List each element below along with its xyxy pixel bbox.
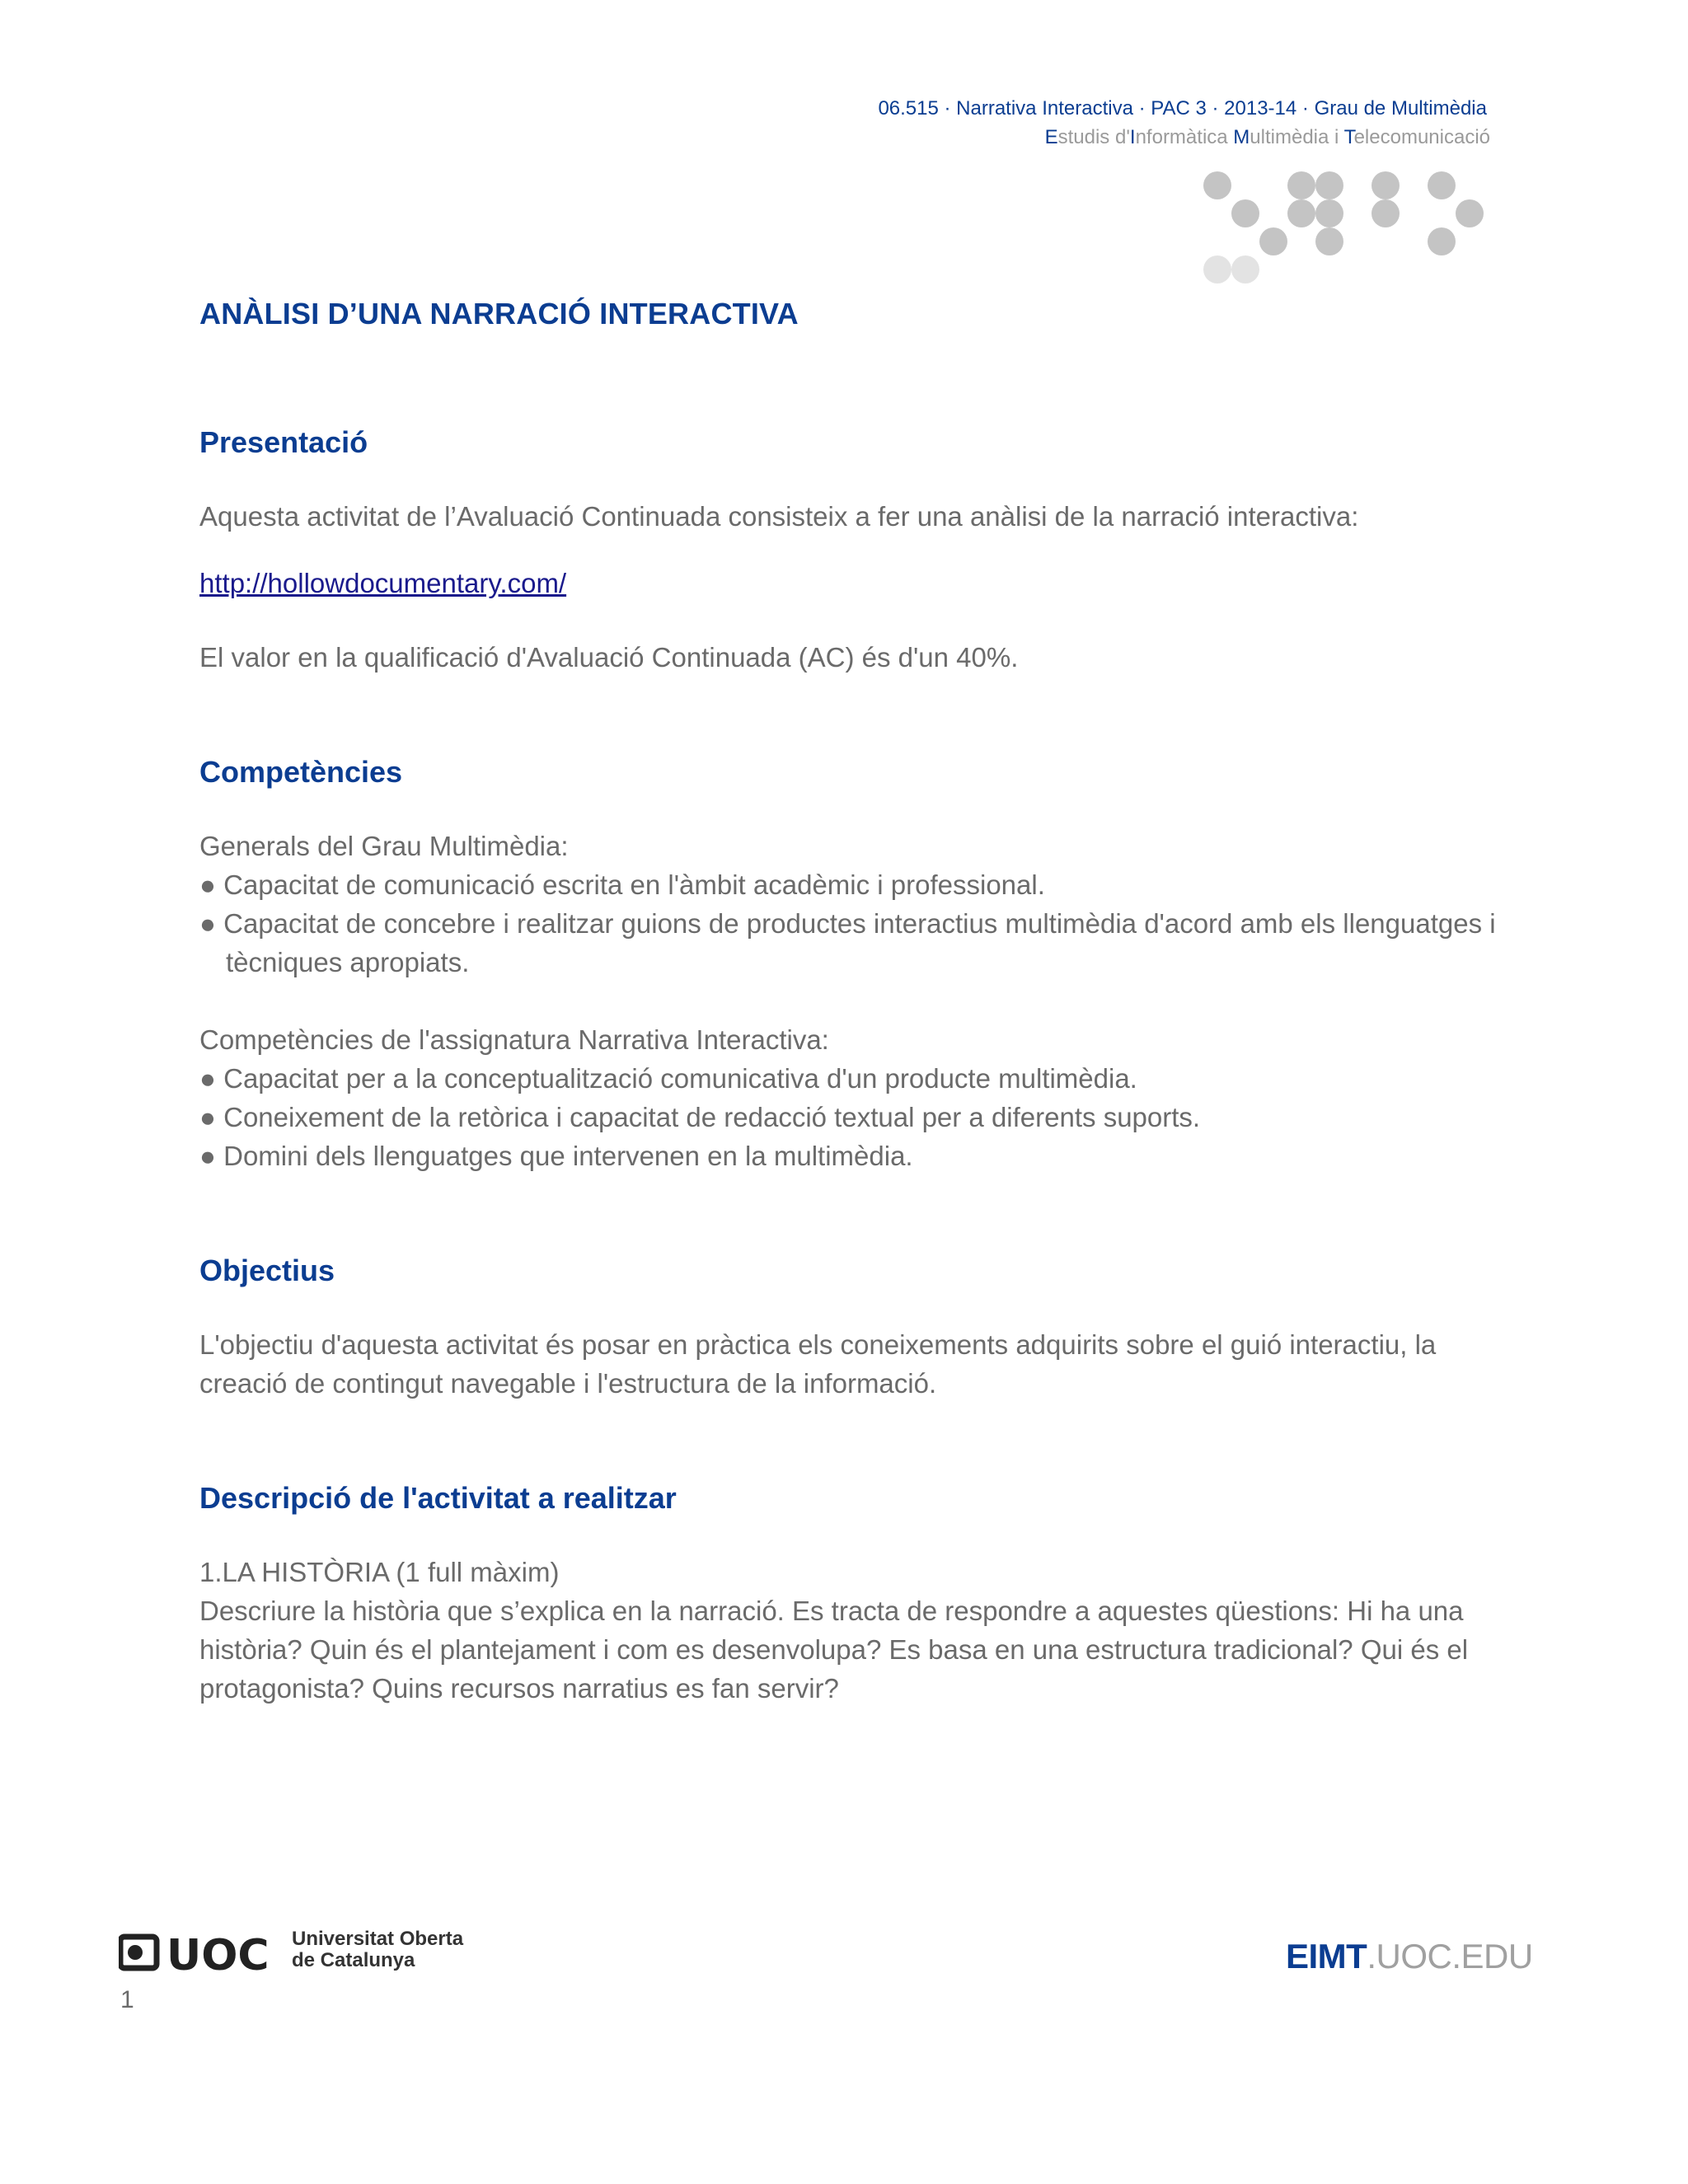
university-name: Universitat Oberta de Catalunya — [292, 1928, 464, 1971]
decor-dot — [1231, 199, 1259, 227]
descripcio-item-text: Descriure la història que s’explica en la narració. Es tracta de respondre a aquestes qüestions: Hi ha una història? Quin és el plantejament i com es desenvolupa? Es basa en una estructura tradicional? Qui és el protagonista? Quins recursos narratius es fan servir? — [199, 1596, 1469, 1704]
list-item: ● Domini dels llenguatges que intervenen en la multimèdia. — [199, 1137, 1518, 1175]
decor-dot — [1372, 171, 1400, 199]
decor-dot — [1315, 199, 1343, 227]
decor-dot — [1428, 171, 1456, 199]
decor-dot — [1259, 227, 1287, 255]
subject-competencies-list — [199, 1059, 1518, 1175]
list-item: ● Capacitat de concebre i realitzar guions de productes interactius multimèdia d'acord amb els llenguatges i tècniques apropiats. — [199, 904, 1518, 982]
competencies-general-label: Generals del Grau Multimèdia: — [199, 831, 569, 861]
decor-dot — [1231, 255, 1259, 284]
competencies-subject-label: Competències de l'assignatura Narrativa Interactiva: — [199, 1024, 829, 1055]
eimt-logo: EIMT.UOC.EDU — [1286, 1937, 1533, 1975]
decor-dot — [1456, 199, 1484, 227]
decor-dot — [1287, 171, 1315, 199]
section-heading-competencies: Competències — [199, 755, 403, 789]
list-item: ● Coneixement de la retòrica i capacitat de redacció textual per a diferents suports. — [199, 1098, 1518, 1137]
document-body — [199, 297, 1518, 1708]
header-course-line: 06.515 · Narrativa Interactiva · PAC 3 · 2013-14 · Grau de Multimèdia — [878, 97, 1487, 120]
page-number: 1 — [120, 1986, 134, 2013]
header-studies-line: Estudis d'Informàtica Multimèdia i Telecomunicació — [1044, 126, 1490, 148]
decor-dot — [1372, 199, 1400, 227]
general-competencies-list — [199, 865, 1518, 982]
decor-dot — [1203, 171, 1231, 199]
uoc-logo-mark — [119, 1925, 284, 1978]
header-dot-pattern — [1187, 165, 1500, 297]
document-title: ANÀLISI D’UNA NARRACIÓ INTERACTIVA — [199, 297, 799, 330]
presentacio-intro: Aquesta activitat de l’Avaluació Continuada consisteix a fer una anàlisi de la narració interactiva: — [199, 501, 1359, 532]
decor-dot — [1287, 199, 1315, 227]
decor-dot — [1315, 171, 1343, 199]
list-item: ● Capacitat per a la conceptualització comunicativa d'un producte multimèdia. — [199, 1059, 1518, 1098]
decor-dot — [1315, 227, 1343, 255]
decor-dot — [1203, 255, 1231, 284]
decor-dot — [1428, 227, 1456, 255]
descripcio-item-title: 1.LA HISTÒRIA (1 full màxim) — [199, 1557, 560, 1587]
hollow-documentary-link[interactable]: http://hollowdocumentary.com/ — [199, 568, 567, 598]
section-heading-descripcio: Descripció de l'activitat a realitzar — [199, 1481, 677, 1515]
list-item: ● Capacitat de comunicació escrita en l'àmbit acadèmic i professional. — [199, 865, 1518, 904]
presentacio-value-text: El valor en la qualificació d'Avaluació Continuada (AC) és d'un 40%. — [199, 642, 1019, 673]
uoc-logo-text: UOC — [166, 1931, 270, 1978]
section-heading-presentacio: Presentació — [199, 425, 368, 459]
section-heading-objectius: Objectius — [199, 1254, 335, 1287]
objectius-text: L'objectiu d'aquesta activitat és posar en pràctica els coneixements adquirits sobre el guió interactiu, la creació de contingut navegable i l'estructura de la informació. — [199, 1329, 1437, 1399]
